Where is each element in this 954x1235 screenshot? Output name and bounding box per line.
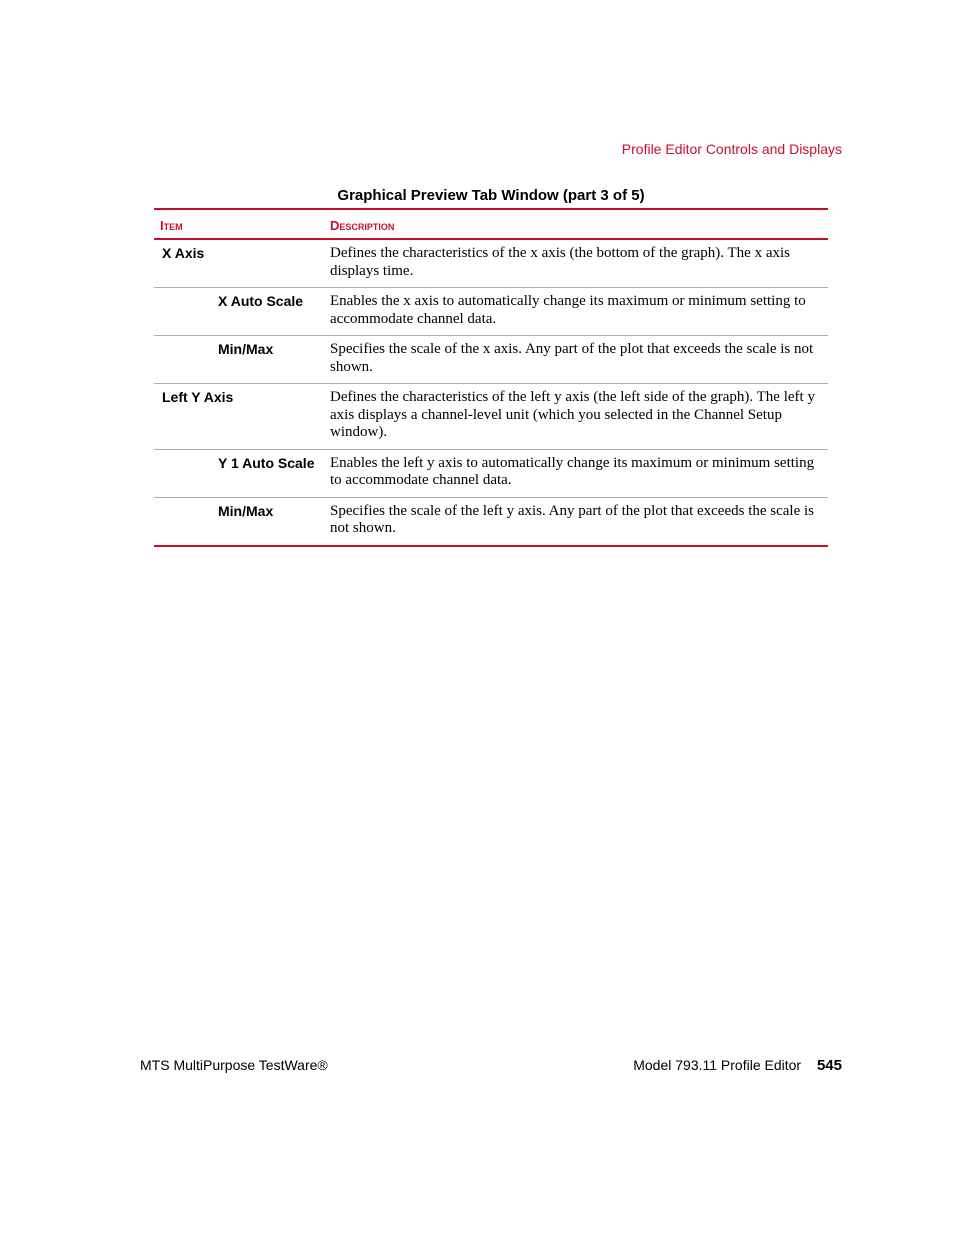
- description-cell: Enables the x axis to automatically change its maximum or minimum setting to accommodate channel data.: [330, 293, 806, 327]
- footer-product-name: MTS MultiPurpose TestWare®: [140, 1057, 328, 1073]
- description-cell: Specifies the scale of the left y axis. Any part of the plot that exceeds the scale is not shown.: [330, 502, 815, 536]
- page-number: 545: [816, 1057, 842, 1074]
- table-header-row: [154, 210, 828, 240]
- item-cell: Y 1 Auto Scale: [218, 454, 315, 471]
- item-cell: Min/Max: [218, 502, 274, 519]
- running-header: Profile Editor Controls and Displays: [621, 141, 842, 157]
- table-row: [154, 288, 828, 336]
- definition-table: [154, 208, 828, 547]
- description-cell: Specifies the scale of the x axis. Any part of the plot that exceeds the scale is not shown.: [330, 341, 814, 375]
- table-row: [154, 384, 828, 450]
- description-cell: Enables the left y axis to automatically change its maximum or minimum setting to accommodate channel data.: [330, 454, 815, 488]
- table-title: Graphical Preview Tab Window (part 3 of 5): [337, 187, 645, 204]
- item-cell: Min/Max: [218, 341, 274, 357]
- item-cell: X Axis: [162, 245, 205, 261]
- description-cell: Defines the characteristics of the x axis (the bottom of the graph). The x axis displays time.: [330, 245, 790, 279]
- table-row: [154, 336, 828, 384]
- table-row: [154, 240, 828, 288]
- table-row: [154, 450, 828, 498]
- column-header-item: Item: [160, 218, 183, 233]
- column-header-description: Description: [330, 218, 395, 233]
- description-cell: Defines the characteristics of the left y axis (the left side of the graph). The left y axis displays a channel-level unit (which you selected in the Channel Setup window).: [330, 389, 815, 440]
- table-row: [154, 498, 828, 545]
- item-cell: X Auto Scale: [218, 293, 304, 309]
- item-cell: Left Y Axis: [162, 389, 234, 405]
- footer-right: [633, 1057, 842, 1074]
- footer-manual-name: Model 793.11 Profile Editor: [633, 1057, 802, 1073]
